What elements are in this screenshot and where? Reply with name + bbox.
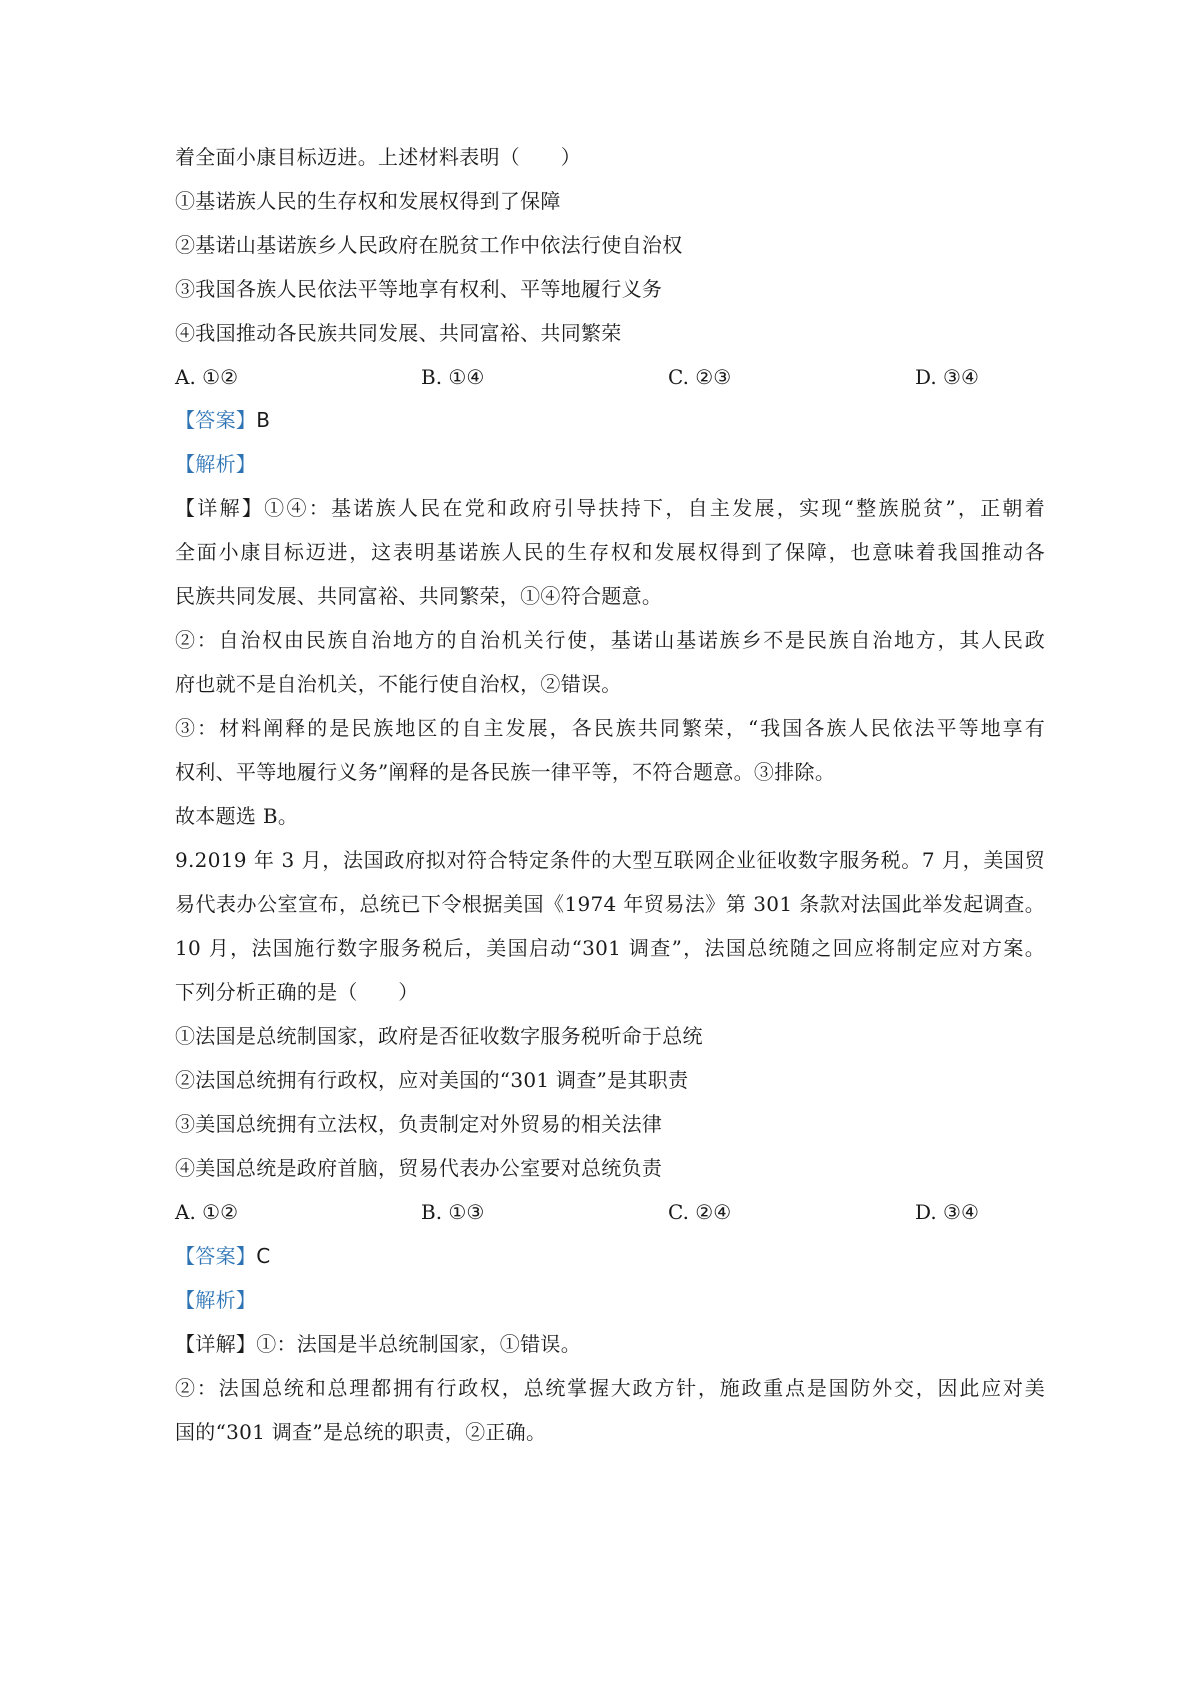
q8-option-a: A. ①②	[175, 365, 239, 389]
q9-stem-line-4: 下列分析正确的是（ ）	[175, 980, 419, 1004]
q8-analysis-label: 【解析】	[175, 452, 257, 476]
q9-statement-4: ④美国总统是政府首脑，贸易代表办公室要对总统负责	[175, 1156, 663, 1180]
q9-analysis-label: 【解析】	[175, 1288, 257, 1312]
q9-stem-line-1: 9.2019 年 3 月，法国政府拟对符合特定条件的大型互联网企业征收数字服务税。7 月，美国贸	[175, 848, 1045, 872]
q8-option-b: B. ①④	[421, 365, 485, 389]
q8-explanation-line-7: 权利、平等地履行义务”阐释的是各民族一律平等，不符合题意。③排除。	[175, 760, 836, 784]
q8-explanation-line-1: 【详解】①④：基诺族人民在党和政府引导扶持下，自主发展，实现“整族脱贫”，正朝着	[175, 496, 1045, 520]
q9-analysis	[175, 1286, 1045, 1314]
q8-explanation-line-3: 民族共同发展、共同富裕、共同繁荣，①④符合题意。	[175, 584, 663, 608]
q9-option-d: D. ③④	[915, 1200, 979, 1224]
q8-options	[175, 363, 1045, 391]
q9-statement-3: ③美国总统拥有立法权，负责制定对外贸易的相关法律	[175, 1112, 663, 1136]
q8-answer	[175, 406, 1045, 434]
q8-answer-value: B	[256, 408, 271, 432]
q8-option-d: D. ③④	[915, 365, 979, 389]
q9-answer-value: C	[256, 1244, 271, 1268]
q9-option-a: A. ①②	[175, 1200, 239, 1224]
q9-stem-line-2: 易代表办公室宣布，总统已下令根据美国《1974 年贸易法》第 301 条款对法国此举发起调查。	[175, 892, 1045, 916]
q9-explanation-line-1: 【详解】①：法国是半总统制国家，①错误。	[175, 1332, 581, 1356]
q8-answer-label: 【答案】	[175, 408, 257, 432]
q8-statement-1: ①基诺族人民的生存权和发展权得到了保障	[175, 189, 561, 213]
q9-options	[175, 1198, 1045, 1226]
q9-stem-line-3: 10 月，法国施行数字服务税后，美国启动“301 调查”，法国总统随之回应将制定应对方案。	[175, 936, 1045, 960]
q8-explanation-line-4: ②：自治权由民族自治地方的自治机关行使，基诺山基诺族乡不是民族自治地方，其人民政	[175, 628, 1045, 652]
q8-explanation-line-2: 全面小康目标迈进，这表明基诺族人民的生存权和发展权得到了保障，也意味着我国推动各	[175, 540, 1045, 564]
q9-statement-1: ①法国是总统制国家，政府是否征收数字服务税听命于总统	[175, 1024, 703, 1048]
q8-option-c: C. ②③	[668, 365, 732, 389]
q8-statement-4: ④我国推动各民族共同发展、共同富裕、共同繁荣	[175, 321, 622, 345]
q9-option-c: C. ②④	[668, 1200, 732, 1224]
q8-analysis	[175, 450, 1045, 478]
q8-conclusion: 故本题选 B。	[175, 804, 299, 828]
q9-explanation-line-2: ②：法国总统和总理都拥有行政权，总统掌握大政方针，施政重点是国防外交，因此应对美	[175, 1376, 1045, 1400]
q8-explanation-line-5: 府也就不是自治机关，不能行使自治权，②错误。	[175, 672, 622, 696]
q9-statement-2: ②法国总统拥有行政权，应对美国的“301 调查”是其职责	[175, 1068, 689, 1092]
q8-statement-2: ②基诺山基诺族乡人民政府在脱贫工作中依法行使自治权	[175, 233, 683, 257]
q9-explanation-line-3: 国的“301 调查”是总统的职责，②正确。	[175, 1420, 547, 1444]
q9-answer	[175, 1242, 1045, 1270]
q8-statement-3: ③我国各族人民依法平等地享有权利、平等地履行义务	[175, 277, 663, 301]
q8-explanation-line-6: ③：材料阐释的是民族地区的自主发展，各民族共同繁荣，“我国各族人民依法平等地享有	[175, 716, 1045, 740]
q9-option-b: B. ①③	[421, 1200, 485, 1224]
q9-answer-label: 【答案】	[175, 1244, 257, 1268]
q8-stem-tail: 着全面小康目标迈进。上述材料表明（ ）	[175, 145, 581, 169]
